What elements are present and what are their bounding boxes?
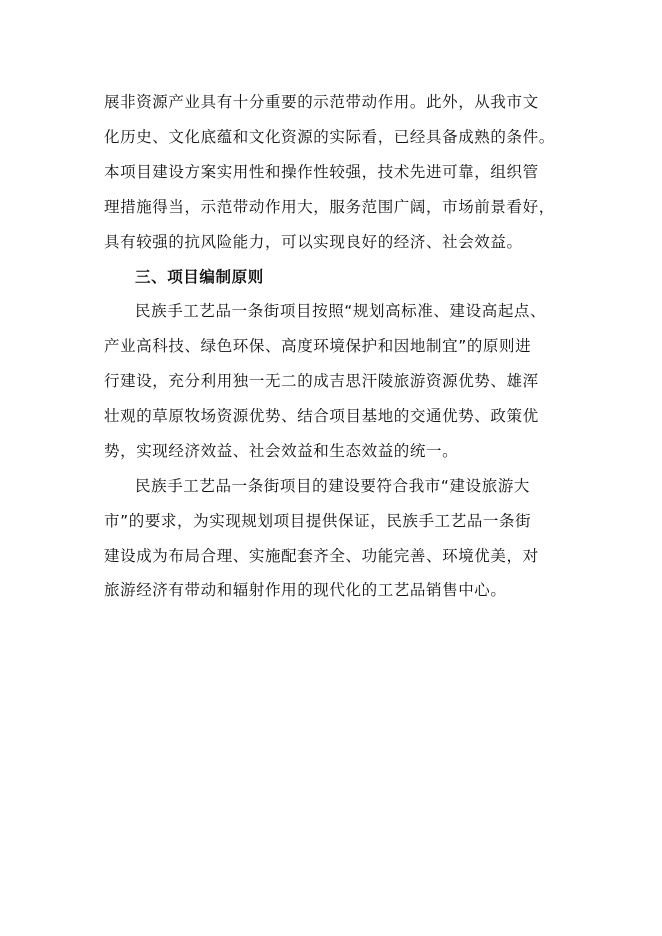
paragraph-line: 理措施得当，示范带动作用大，服务范围广阔，市场前景看好， bbox=[104, 198, 555, 216]
paragraph-line: 民族手工艺品一条街项目按照“规划高标准、建设高起点、 bbox=[135, 302, 547, 320]
paragraph-line: 民族手工艺品一条街项目的建设要符合我市“建设旅游大 bbox=[135, 477, 531, 495]
paragraph-line: 展非资源产业具有十分重要的示范带动作用。此外，从我市文 bbox=[104, 93, 539, 111]
paragraph-line: 化历史、文化底蕴和文化资源的实际看，已经具备成熟的条件。 bbox=[104, 128, 555, 146]
paragraph-line: 壮观的草原牧场资源优势、结合项目基地的交通优势、政策优 bbox=[104, 407, 539, 425]
paragraph-line: 具有较强的抗风险能力，可以实现良好的经济、社会效益。 bbox=[104, 233, 523, 251]
paragraph-line: 建设成为布局合理、实施配套齐全、功能完善、环境优美，对 bbox=[104, 547, 539, 565]
paragraph-line: 势，实现经济效益、社会效益和生态效益的统一。 bbox=[104, 442, 459, 460]
paragraph-line: 市”的要求，为实现规划项目提供保证，民族手工艺品一条街 bbox=[104, 512, 532, 530]
paragraph-line: 行建设，充分利用独一无二的成吉思汗陵旅游资源优势、雄浑 bbox=[104, 372, 539, 390]
paragraph-line: 本项目建设方案实用性和操作性较强，技术先进可靠，组织管 bbox=[104, 163, 539, 181]
paragraph-line: 产业高科技、绿色环保、高度环境保护和因地制宜”的原则进 bbox=[104, 337, 532, 355]
paragraph-line: 旅游经济有带动和辐射作用的现代化的工艺品销售中心。 bbox=[104, 581, 507, 599]
section-heading: 三、项目编制原则 bbox=[135, 268, 264, 286]
